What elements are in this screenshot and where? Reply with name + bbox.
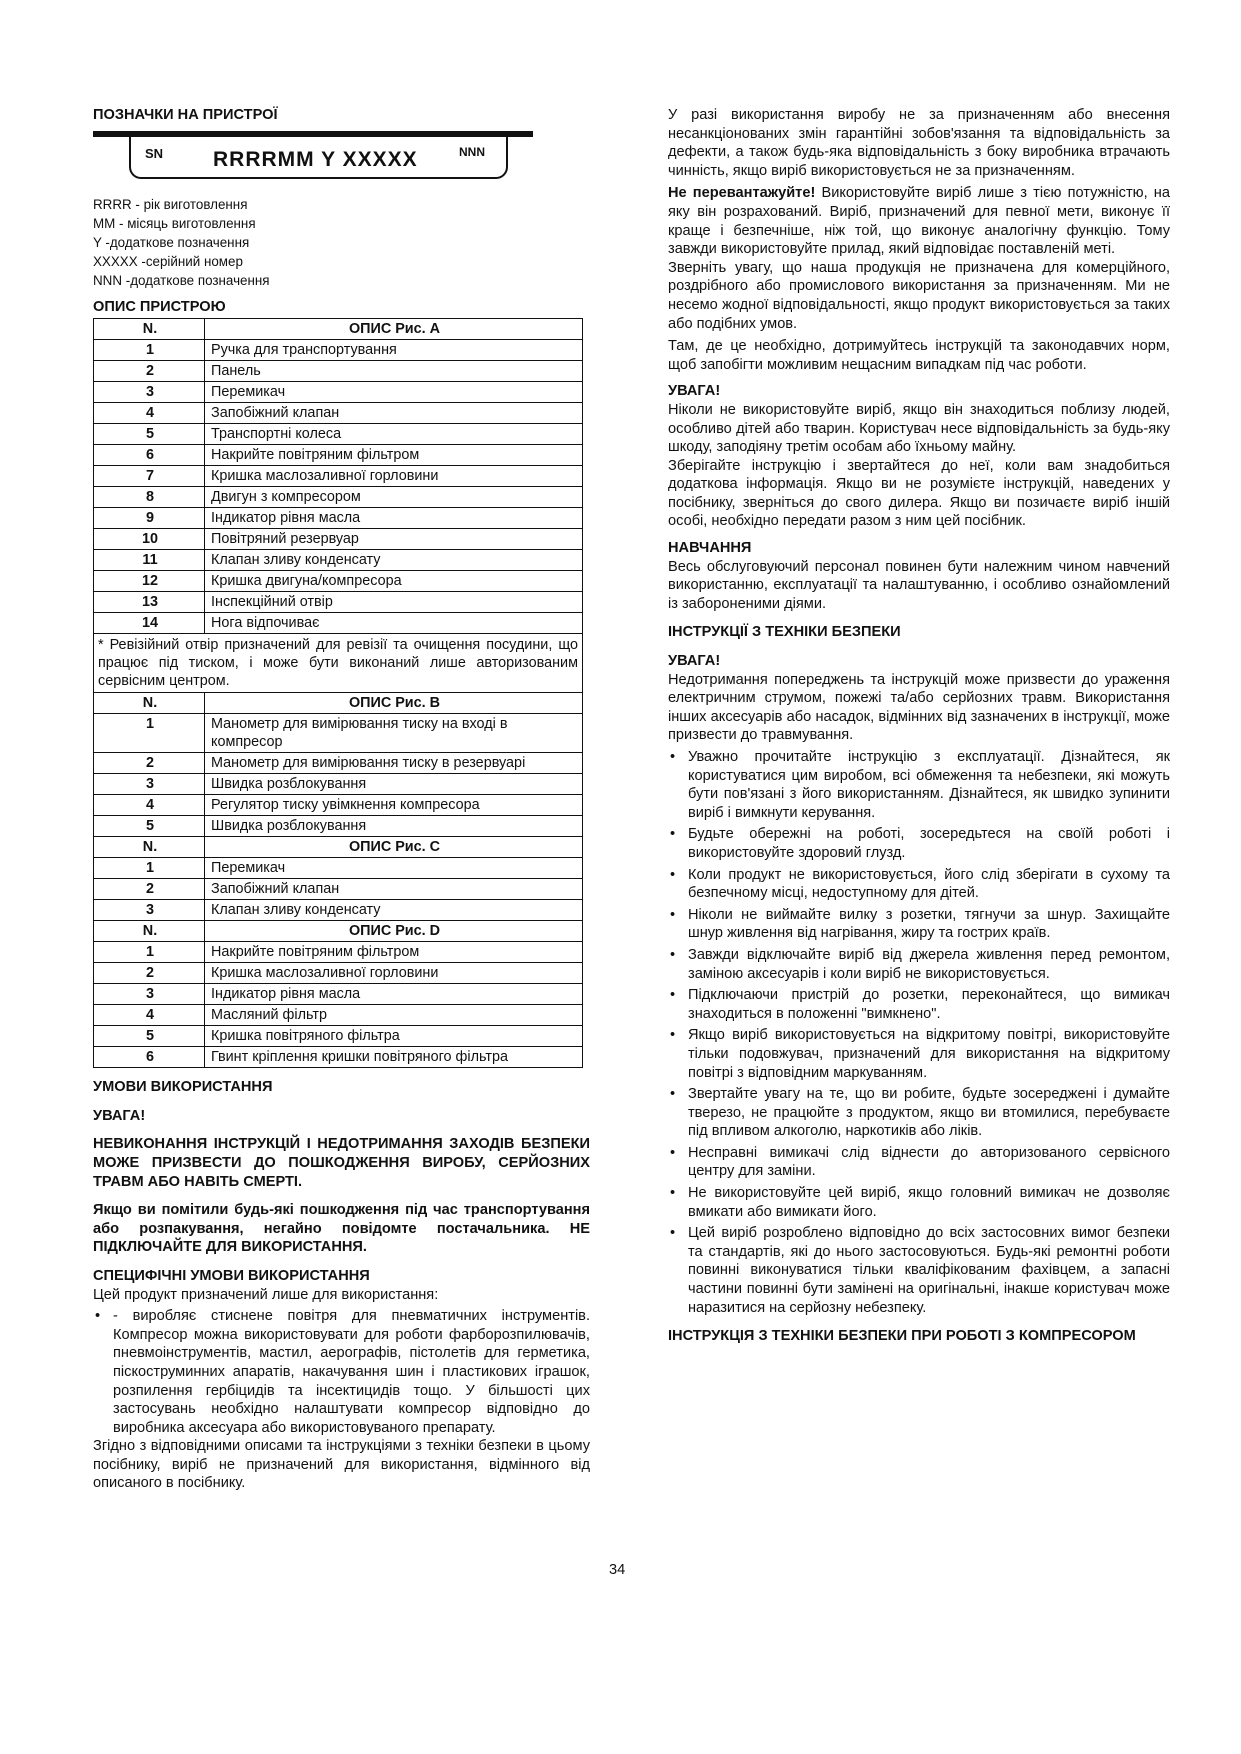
row-description: Кришка маслозаливної горловини <box>205 963 583 984</box>
col-description-header: ОПИС Рис. C <box>205 837 583 858</box>
safety-bullet-text: Не використовуйте цей виріб, якщо головний вимикач не дозволяє вмикати або вимикати його. <box>688 1185 1170 1220</box>
specific-conditions-title: СПЕЦИФІЧНІ УМОВИ ВИКОРИСТАННЯ <box>93 1267 370 1284</box>
specific-intro: Цей продукт призначений лише для використання: <box>93 1286 439 1303</box>
table-row <box>94 571 583 592</box>
table-row <box>94 403 583 424</box>
table-row <box>94 487 583 508</box>
row-number: 1 <box>94 858 205 879</box>
serial-code: RRRRMM Y XXXXX <box>213 147 418 171</box>
safety-bullet <box>668 986 1170 1023</box>
row-number: 1 <box>94 340 205 361</box>
row-number: 5 <box>94 1026 205 1047</box>
table-row <box>94 508 583 529</box>
row-description: Кришка двигуна/компресора <box>205 571 583 592</box>
row-description: Регулятор тиску увімкнення компресора <box>205 795 583 816</box>
row-number: 11 <box>94 550 205 571</box>
row-number: 6 <box>94 445 205 466</box>
safety-bullet <box>668 1026 1170 1082</box>
legend-item: Y -додаткове позначення <box>93 234 250 250</box>
serial-nnn-label: NNN <box>459 144 485 159</box>
row-description: Двигун з компресором <box>205 487 583 508</box>
bullet-dot: • <box>670 866 676 883</box>
attention-label: УВАГА! <box>93 1107 146 1124</box>
row-number: 3 <box>94 984 205 1005</box>
safety-bullet-text: Ніколи не виймайте вилку з розетки, тягнучи за шнур. Захищайте шнур живлення від нагрівання, жиру та гострих країв. <box>688 906 1170 942</box>
markings-title: ПОЗНАЧКИ НА ПРИСТРОЇ <box>93 107 278 123</box>
safety-bullet <box>668 946 1170 983</box>
row-description: Манометр для вимірювання тиску на вході в компресор <box>205 714 583 753</box>
safety-bullet-text: Завжди відключайте виріб від джерела живлення перед ремонтом, заміною аксесуарів і коли виріб не використовується. <box>688 946 1170 982</box>
safety-bullet <box>668 748 1170 822</box>
commercial-paragraph: Зверніть увагу, що наша продукція не призначена для комерційного, роздрібного або промислового використання за призначенням. Ми не несемо жодної відповідальності, якщо продукт використовується за таких або подібних умов. <box>668 259 1170 332</box>
training-paragraph: Весь обслуговуючий персонал повинен бути належним чином навчений використанню, експлуатації та налаштуванню, і особливо ознайомлений із забороненими діями. <box>668 558 1170 612</box>
bullet-dot: • <box>670 826 676 843</box>
row-description: Перемикач <box>205 382 583 403</box>
table-row <box>94 963 583 984</box>
table-row <box>94 753 583 774</box>
row-description: Клапан зливу конденсату <box>205 550 583 571</box>
safety-bullet <box>668 866 1170 903</box>
safety-bullet <box>668 1085 1170 1141</box>
table-row <box>94 795 583 816</box>
row-number: 4 <box>94 1005 205 1026</box>
safety-bullet-text: Несправні вимикачі слід віднести до авторизованого сервісного центру для заміни. <box>688 1144 1170 1180</box>
specific-outro: Згідно з відповідними описами та інструкціями з техніки безпеки в цьому посібнику, виріб не призначений для використання, відмінного від описаного в посібнику. <box>93 1438 590 1492</box>
page-number: 34 <box>609 1562 626 1578</box>
row-number: 3 <box>94 774 205 795</box>
table-note-row <box>94 634 583 693</box>
row-number: 3 <box>94 900 205 921</box>
bullet-dot: • <box>670 906 676 923</box>
warning-caps: НЕВИКОНАННЯ ІНСТРУКЦІЙ І НЕДОТРИМАННЯ ЗАХОДІВ БЕЗПЕКИ МОЖЕ ПРИЗВЕСТИ ДО ПОШКОДЖЕННЯ ВИРОБУ, СЕРЙОЗНИХ ТРАВМ АБО НАВІТЬ СМЕРТІ. <box>93 1136 590 1190</box>
safety-bullet-text: Уважно прочитайте інструкцію з експлуатації. Дізнайтеся, як користуватися цим виробом, всі обмеження та небезпеки, які можуть бути пов'язані з його використанням. Дізнайтеся, як швидко зупинити виріб і вимкнути керування. <box>688 749 1170 821</box>
bullet-dot: • <box>95 1308 101 1325</box>
table-row <box>94 382 583 403</box>
bullet-dot: • <box>670 1144 676 1161</box>
row-description: Індикатор рівня масла <box>205 508 583 529</box>
row-description: Запобіжний клапан <box>205 879 583 900</box>
attention-label-right: УВАГА! <box>668 383 721 400</box>
row-number: 12 <box>94 571 205 592</box>
safety-title: ІНСТРУКЦІЇ З ТЕХНІКИ БЕЗПЕКИ <box>668 624 901 641</box>
description-table <box>93 318 583 1068</box>
misuse-paragraph: У разі використання виробу не за призначенням або внесення несанкціонованих змін гарантійні зобов'язання та відповідальність за дефекти, а також будь-яка відповідальність з боку виробника втрачають чинність, якщо виріб використовується не за призначенням. <box>668 107 1170 179</box>
row-description: Швидка розблокування <box>205 816 583 837</box>
safety-bullet-text: Звертайте увагу на те, що ви робите, будьте зосереджені і думайте тверезо, не працюйте з продуктом, якщо ви втомилися, перебуваєте під впливом алкоголю, наркотиків або ліків. <box>688 1086 1170 1140</box>
specific-bullet-text: - виробляє стиснене повітря для пневматичних інструментів. Компресор можна використовувати для роботи фарборозпилювачів, пневмоінструментів, мастил, аерографів, пістолетів для герметика, піскоструминних апаратів, накачування шин і пластикових іграшок, розпилення гербіцидів та інсектицидів тощо. У більшості цих застосувань необхідно налаштувати компресор відповідно до виробника аксесуара або використовуваного препарату. <box>113 1308 590 1436</box>
legend-item: MM - місяць виготовлення <box>93 215 256 231</box>
safety-bullet-text: Цей виріб розроблено відповідно до всіх застосовних вимог безпеки та стандартів, які до нього застосовуються. Будь-які ремонтні роботи повинні виконуватися тільки кваліфікованим фахівцем, а запасні частини повинні бути замінені на оригінальні, інакше користувач може наразитися на серйозну небезпеку. <box>688 1225 1170 1316</box>
table-header-row <box>94 837 583 858</box>
table-row <box>94 613 583 634</box>
table-header-row <box>94 921 583 942</box>
row-number: 2 <box>94 879 205 900</box>
table-row <box>94 550 583 571</box>
legend-item: NNN -додаткове позначення <box>93 272 270 288</box>
table-row <box>94 816 583 837</box>
table-row <box>94 466 583 487</box>
table-row <box>94 900 583 921</box>
bullet-dot: • <box>670 1225 676 1242</box>
row-number: 2 <box>94 963 205 984</box>
col-number-header: N. <box>94 693 205 714</box>
row-number: 14 <box>94 613 205 634</box>
proximity-paragraph: Ніколи не використовуйте виріб, якщо він знаходиться поблизу людей, особливо дітей або тварин. Користувач несе відповідальність за будь-яку шкоду, заподіяну третім особам або їхньому майну. <box>668 401 1170 456</box>
device-description-title: ОПИС ПРИСТРОЮ <box>93 298 226 315</box>
row-number: 5 <box>94 816 205 837</box>
regulations-paragraph: Там, де це необхідно, дотримуйтесь інструкцій та законодавчих норм, щоб запобігти можливим нещасним випадкам під час роботи. <box>668 338 1170 373</box>
row-description: Гвинт кріплення кришки повітряного фільтра <box>205 1047 583 1068</box>
safety-bullet-text: Коли продукт не використовується, його слід зберігати в сухому та безпечному місці, недоступному для дітей. <box>688 866 1170 902</box>
safety-bullet <box>668 1184 1170 1221</box>
legend-item: XXXXX -серійний номер <box>93 253 243 269</box>
legend-item: RRRR - рік виготовлення <box>93 196 248 212</box>
inspection-note: * Ревізійний отвір призначений для ревізії та очищення посудини, що працює під тиском, і може бути виконаний лише авторизованим сервісним центром. <box>94 634 583 693</box>
table-row <box>94 592 583 613</box>
table-row <box>94 1005 583 1026</box>
safety-bullet <box>668 825 1170 862</box>
col-description-header: ОПИС Рис. B <box>205 693 583 714</box>
safety-list <box>668 748 1170 1317</box>
keep-manual-paragraph: Зберігайте інструкцію і звертайтеся до неї, коли вам знадобиться додаткова інформація. Якщо ви не розумієте інструкцій, наведених у посібнику, зверніться до свого дилера. Якщо ви позичаєте виріб іншій особі, необхідно передати разом з ним цей посібник. <box>668 457 1170 530</box>
row-description: Накрийте повітряним фільтром <box>205 445 583 466</box>
usage-conditions-title: УМОВИ ВИКОРИСТАННЯ <box>93 1079 273 1096</box>
row-number: 9 <box>94 508 205 529</box>
left-column <box>93 106 590 1493</box>
right-column <box>668 106 1170 1346</box>
bullet-dot: • <box>670 987 676 1004</box>
row-description: Індикатор рівня масла <box>205 984 583 1005</box>
damage-note: Якщо ви помітили будь-які пошкодження під час транспортування або розпакування, негайно повідомте постачальника. НЕ ПІДКЛЮЧАЙТЕ ДЛЯ ВИКОРИСТАННЯ. <box>93 1202 590 1256</box>
col-description-header: ОПИС Рис. D <box>205 921 583 942</box>
table-row <box>94 858 583 879</box>
row-number: 2 <box>94 361 205 382</box>
bullet-dot: • <box>670 1086 676 1103</box>
row-description: Транспортні колеса <box>205 424 583 445</box>
table-row <box>94 1047 583 1068</box>
safety-bullet <box>668 906 1170 943</box>
specific-list <box>93 1307 590 1437</box>
safety-bullet <box>668 1144 1170 1181</box>
row-number: 13 <box>94 592 205 613</box>
row-number: 2 <box>94 753 205 774</box>
row-description: Інспекційний отвір <box>205 592 583 613</box>
row-description: Кришка маслозаливної горловини <box>205 466 583 487</box>
bullet-dot: • <box>670 1027 676 1044</box>
col-description-header: ОПИС Рис. A <box>205 319 583 340</box>
table-row <box>94 942 583 963</box>
row-number: 6 <box>94 1047 205 1068</box>
row-number: 4 <box>94 795 205 816</box>
row-description: Клапан зливу конденсату <box>205 900 583 921</box>
col-number-header: N. <box>94 921 205 942</box>
compressor-safety-title: ІНСТРУКЦІЯ З ТЕХНІКИ БЕЗПЕКИ ПРИ РОБОТІ З КОМПРЕСОРОМ <box>668 1328 1136 1345</box>
row-description: Кришка повітряного фільтра <box>205 1026 583 1047</box>
row-description: Нога відпочиває <box>205 613 583 634</box>
row-description: Швидка розблокування <box>205 774 583 795</box>
row-number: 1 <box>94 942 205 963</box>
safety-bullet-text: Підключаючи пристрій до розетки, переконайтеся, що вимикач знаходиться в положенні "вимкнено". <box>688 987 1170 1022</box>
safety-intro: Недотримання попереджень та інструкцій може призвести до ураження електричним струмом, пожежі та/або серйозних травм. Використання інших аксесуарів або насадок, відмінних від зазначених в інструкції, може призвести до травмування. <box>668 671 1170 744</box>
table-header-row <box>94 693 583 714</box>
row-description: Накрийте повітряним фільтром <box>205 942 583 963</box>
serial-sn-label: SN <box>145 145 164 161</box>
safety-bullet-text: Будьте обережні на роботі, зосередьтеся на своїй роботі і використовуйте здоровий глузд. <box>688 826 1170 861</box>
table-row <box>94 1026 583 1047</box>
row-number: 1 <box>94 714 205 753</box>
row-number: 8 <box>94 487 205 508</box>
specific-bullet <box>93 1307 590 1437</box>
table-row <box>94 529 583 550</box>
bullet-dot: • <box>670 1185 676 1202</box>
row-description: Ручка для транспортування <box>205 340 583 361</box>
serial-plate <box>93 131 533 187</box>
row-description: Масляний фільтр <box>205 1005 583 1026</box>
overload-label: Не перевантажуйте! <box>668 185 816 202</box>
row-description: Повітряний резервуар <box>205 529 583 550</box>
bullet-dot: • <box>670 946 676 963</box>
row-number: 7 <box>94 466 205 487</box>
safety-bullet <box>668 1224 1170 1317</box>
table-row <box>94 774 583 795</box>
bullet-dot: • <box>670 749 676 765</box>
attention-label-safety: УВАГА! <box>668 653 721 670</box>
row-number: 5 <box>94 424 205 445</box>
row-description: Манометр для вимірювання тиску в резервуарі <box>205 753 583 774</box>
row-number: 4 <box>94 403 205 424</box>
table-row <box>94 445 583 466</box>
table-row <box>94 984 583 1005</box>
table-row <box>94 424 583 445</box>
overload-text: Використовуйте виріб лише з тією потужністю, на яку він розрахований. Виріб, призначений для певної мети, виконує її краще і безпечніше, ніж той, що виконує аналогічну функцію. Тому завжди використовуйте прилад, який відповідає поставленій меті. <box>668 185 1170 258</box>
table-row <box>94 714 583 753</box>
table-row <box>94 361 583 382</box>
table-row <box>94 340 583 361</box>
row-number: 3 <box>94 382 205 403</box>
safety-bullet-text: Якщо виріб використовується на відкритому повітрі, використовуйте тільки подовжувач, призначений для використання на відкритому повітрі з відповідним маркуванням. <box>688 1027 1170 1081</box>
training-title: НАВЧАННЯ <box>668 540 752 557</box>
row-description: Перемикач <box>205 858 583 879</box>
col-number-header: N. <box>94 319 205 340</box>
table-header-row <box>94 319 583 340</box>
overload-paragraph <box>668 184 1170 258</box>
row-description: Панель <box>205 361 583 382</box>
serial-legend <box>93 195 590 290</box>
row-description: Запобіжний клапан <box>205 403 583 424</box>
table-row <box>94 879 583 900</box>
row-number: 10 <box>94 529 205 550</box>
col-number-header: N. <box>94 837 205 858</box>
